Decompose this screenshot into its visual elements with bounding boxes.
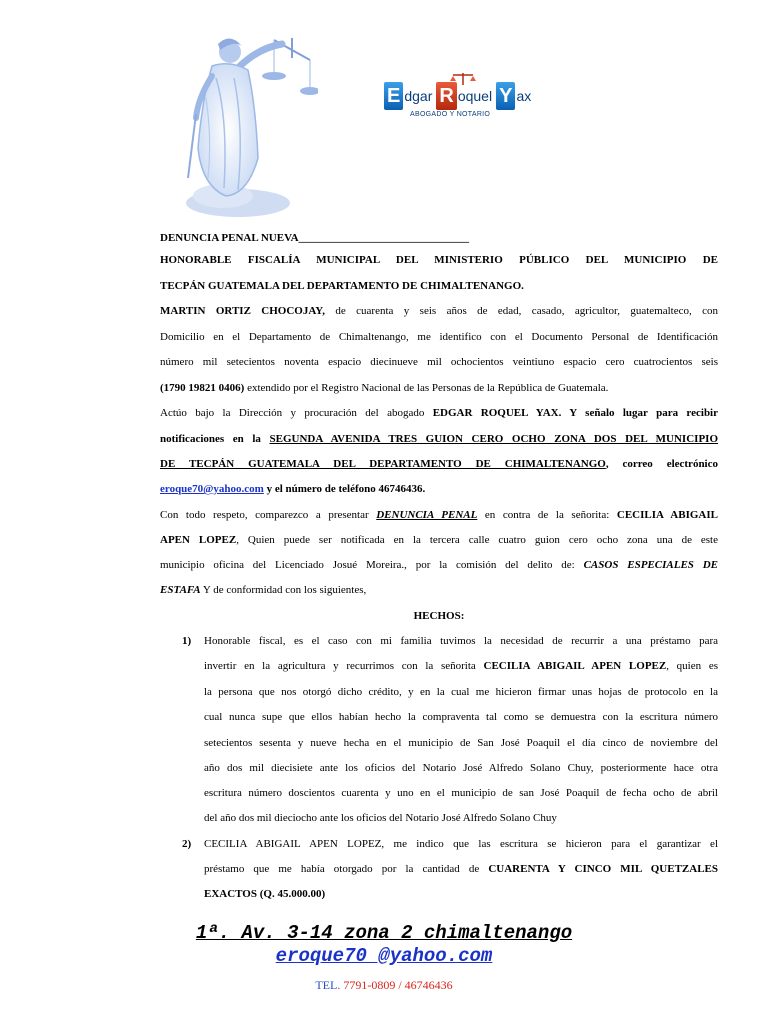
logo-word-dgar: dgar (404, 88, 433, 104)
direction-line-2-a: notificaciones en la (160, 433, 270, 445)
direction-line-2 (160, 432, 718, 446)
direction-line-1 (160, 406, 718, 420)
fact-2-line-2 (204, 862, 718, 876)
hechos-heading: HECHOS: (413, 610, 465, 622)
fact-1-line-8: del año dos mil dieciocho ante los oficios del Notario José Alfredo Solano Chuy (204, 812, 557, 824)
addressee-line-2: TECPÁN GUATEMALA DEL DEPARTAMENTO DE CHIMALTENANGO. (160, 280, 524, 292)
dpi-number: (1790 19821 0406) (160, 382, 245, 394)
notification-address-1: SEGUNDA AVENIDA TRES GUION CERO OCHO ZONA DOS DEL MUNICIPIO (269, 433, 718, 445)
intro-line-2: Domicilio en el Departamento de Chimaltenango, me identifico con el Documento Personal de Identificación (160, 331, 718, 343)
complaint-line-2 (160, 533, 718, 547)
complaint-line-4-b: Y de conformidad con los siguientes, (200, 584, 367, 596)
footer-phone (0, 978, 768, 993)
intro-line-1-rest: de cuarenta y seis años de edad, casado, agricultor, guatemalteco, con (324, 305, 719, 317)
lawyer-name: EDGAR ROQUEL YAX. Y señalo lugar para recibir (432, 407, 718, 419)
lady-justice-icon (178, 18, 318, 218)
fact-1-line-5: setecientos sesenta y nueve hecha en el municipio de San José Poaquil el día cinco de noviembre del (204, 737, 718, 749)
accused-name-1: CECILIA ABIGAIL (616, 509, 718, 521)
logo-letter-e: E (384, 82, 403, 110)
fact-1-line-2 (204, 659, 718, 673)
fact-1-line-6: año dos mil diecisiete ante los oficios del Notario José Alfredo Solano Chuy, posteriormente hace otra (204, 762, 718, 774)
crime-name-2: ESTAFA (160, 584, 201, 596)
intro-line-3: número mil setecientos noventa espacio diecinueve mil ochocientos veintiuno espacio cero cuatrocientos seis (160, 356, 718, 368)
fact-1-accused: CECILIA ABIGAIL APEN LOPEZ (483, 660, 667, 672)
logo-letter-y: Y (496, 82, 515, 110)
logo-subtitle: ABOGADO Y NOTARIO (410, 111, 491, 118)
fact-1-line-7: escritura número doscientos cuarenta y uno en el municipio de san José Poaquil de fecha ocho de abril (204, 787, 718, 799)
direction-line-3-b: , correo electrónico (605, 458, 718, 470)
edgar-roquel-yax-logo (384, 82, 534, 124)
fact-2-line-1: CECILIA ABIGAIL APEN LOPEZ, me indico que las escritura se hicieron para el garantizar el (204, 838, 718, 850)
fact-2-line-3: EXACTOS (Q. 45.000.00) (204, 888, 326, 900)
footer-email[interactable]: eroque70 @yahoo.com (275, 945, 493, 967)
logo-letter-r: R (436, 82, 456, 110)
complaint-line-3 (160, 558, 718, 572)
fact-2-line-2-a: préstamo que me había otorgado por la cantidad de (204, 863, 489, 875)
direction-line-4 (160, 482, 718, 496)
fact-1-line-4: cual nunca supe que ellos habían hecho la compraventa tal como se demuestra con la escritura número (204, 711, 718, 723)
fact-1-line-2-c: , quien es (666, 660, 718, 672)
intro-line-4-rest: extendido por el Registro Nacional de las Personas de la República de Guatemala. (244, 382, 609, 394)
direction-line-1-a: Actúo bajo la Dirección y procuración del abogado (160, 407, 433, 419)
lady-justice-image (178, 18, 318, 218)
fact-1-number: 1) (182, 635, 192, 647)
logo-brand (384, 82, 531, 110)
fact-1-line-2-a: invertir en la agricultura y recurrimos con la señorita (204, 660, 484, 672)
fact-1-line-1: Honorable fiscal, es el caso con mi familia tuvimos la necesidad de recurrir a una préstamo para (204, 635, 718, 647)
document-title (160, 231, 718, 245)
title-blank-line: _______________________________ (298, 232, 470, 244)
intro-line-1 (160, 304, 718, 318)
title-text: DENUNCIA PENAL NUEVA (160, 232, 299, 244)
footer-address: 1ª. Av. 3-14 zona 2 chimaltenango (195, 922, 573, 944)
direction-line-3 (160, 457, 718, 471)
complainant-name: MARTIN ORTIZ CHOCOJAY, (160, 305, 325, 317)
footer-tel-numbers: . 7791-0809 / 46746436 (337, 978, 453, 992)
footer-tel-label: TEL (315, 978, 338, 992)
phone-text: y el número de teléfono 46746436. (263, 483, 426, 495)
notification-address-2: DE TECPÁN GUATEMALA DEL DEPARTAMENTO DE CHIMALTENANGO (160, 458, 606, 470)
addressee-line-1: HONORABLE FISCALÍA MUNICIPAL DEL MINISTERIO PÚBLICO DEL MUNICIPIO DE (160, 254, 718, 266)
email-link[interactable]: eroque70@yahoo.com (160, 483, 264, 495)
crime-name-1: CASOS ESPECIALES DE (583, 559, 718, 571)
complaint-line-1 (160, 508, 718, 522)
complaint-line-1-c: en contra de la señorita: (477, 509, 617, 521)
fact-2-number: 2) (182, 838, 192, 850)
complaint-line-4 (160, 583, 718, 597)
logo-word-ax: ax (516, 88, 532, 104)
accused-name-2: APEN LOPEZ (160, 534, 237, 546)
denuncia-penal-text: DENUNCIA PENAL (376, 509, 478, 521)
complaint-line-1-a: Con todo respeto, comparezco a presentar (160, 509, 377, 521)
loan-amount-words: CUARENTA Y CINCO MIL QUETZALES (488, 863, 718, 875)
complaint-line-2-b: , Quien puede ser notificada en la tercera calle cuatro guion cero ocho zona una de este (236, 534, 718, 546)
logo-word-oquel: oquel (457, 88, 493, 104)
complaint-line-3-a: municipio oficina del Licenciado Josué Moreira., por la comisión del delito de: (160, 559, 584, 571)
intro-line-4 (160, 381, 718, 395)
fact-1-line-3: la persona que nos otorgó dicho crédito, y en la cual me hicieron firmar unas hojas de protocolo en la (204, 686, 718, 698)
